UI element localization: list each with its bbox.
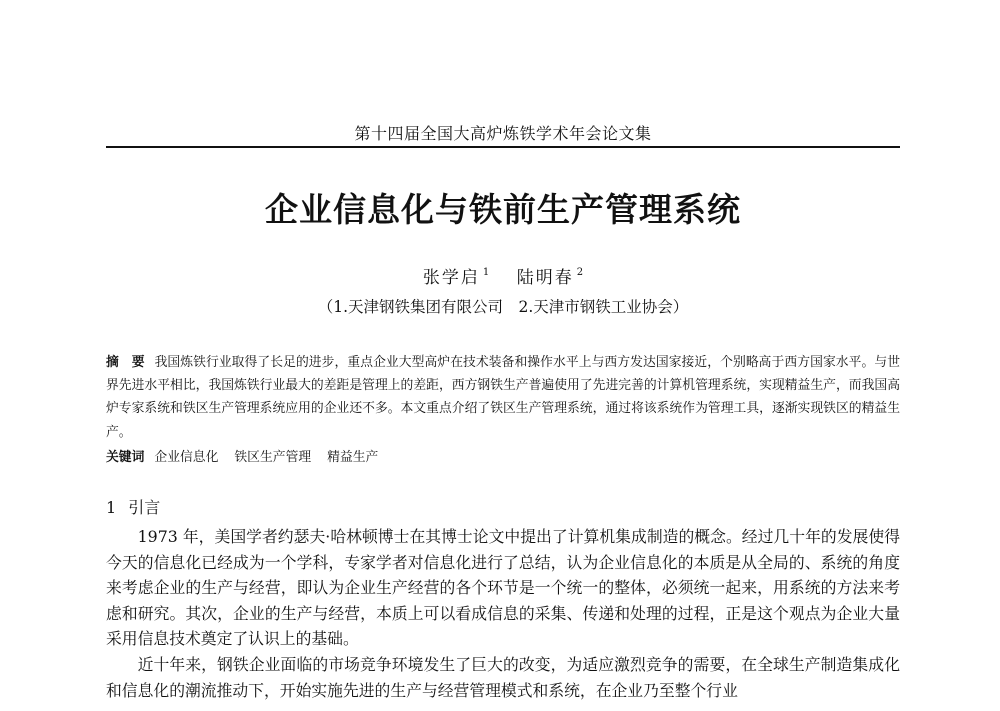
section-number: 1: [106, 498, 117, 517]
abstract-text: 我国炼铁行业取得了长足的进步，重点企业大型高炉在技术装备和操作水平上与西方发达国家接近，个别略高于西方国家水平。与世界先进水平相比，我国炼铁行业最大的差距是管理上的差距，西方钢铁生产普遍使用了先进完善的计算机管理系统，实现精益生产，而我国高炉专家系统和铁区生产管理系统应用的企业还不多。本文重点介绍了铁区生产管理系统，通过将该系统作为管理工具，逐渐实现铁区的精益生产。: [106, 355, 901, 440]
header-rule: [106, 146, 900, 148]
author-line: [106, 263, 900, 288]
running-header: 第十四届全国大高炉炼铁学术年会论文集: [354, 124, 652, 143]
abstract-label: 摘 要: [106, 355, 145, 370]
section-heading: [106, 496, 900, 520]
body-text: [106, 524, 900, 703]
keywords: [106, 447, 900, 469]
paragraph: 1973 年，美国学者约瑟夫·哈林顿博士在其博士论文中提出了计算机集成制造的概念。经过几十年的发展使得今天的信息化已经成为一个学科，专家学者对信息化进行了总结，认为企业信息化的本质是从全局的、系统的角度来考虑企业的生产与经营，即认为企业生产经营的各个环节是一个统一的整体，必须统一起来，用系统的方法来考虑和研究。其次，企业的生产与经营，本质上可以看成信息的采集、传递和处理的过程，正是这个观点为企业大量采用信息技术奠定了认识上的基础。: [106, 527, 900, 649]
paper-title: 企业信息化与铁前生产管理系统: [265, 190, 741, 229]
author-1: [423, 263, 489, 288]
section-title: 引言: [128, 498, 161, 517]
author-2: [517, 263, 583, 288]
keywords-label: 关键词: [106, 450, 145, 465]
author-2-name: 陆明春: [516, 268, 574, 288]
author-1-name: 张学启: [422, 268, 480, 288]
keyword-item: 企业信息化: [154, 450, 219, 465]
abstract: [106, 351, 900, 444]
keyword-item: 精益生产: [327, 450, 379, 465]
keyword-item: 铁区生产管理: [234, 450, 312, 465]
author-1-affiliation-mark: 1: [482, 267, 490, 278]
paragraph: 近十年来，钢铁企业面临的市场竞争环境发生了巨大的改变，为适应激烈竞争的需要，在全球生产制造集成化和信息化的潮流推动下，开始实施先进的生产与经营管理模式和系统，在企业乃至整个行业: [106, 654, 900, 700]
affiliations: （1.天津钢铁集团有限公司 2.天津市钢铁工业协会）: [317, 298, 689, 316]
author-2-affiliation-mark: 2: [576, 267, 584, 278]
